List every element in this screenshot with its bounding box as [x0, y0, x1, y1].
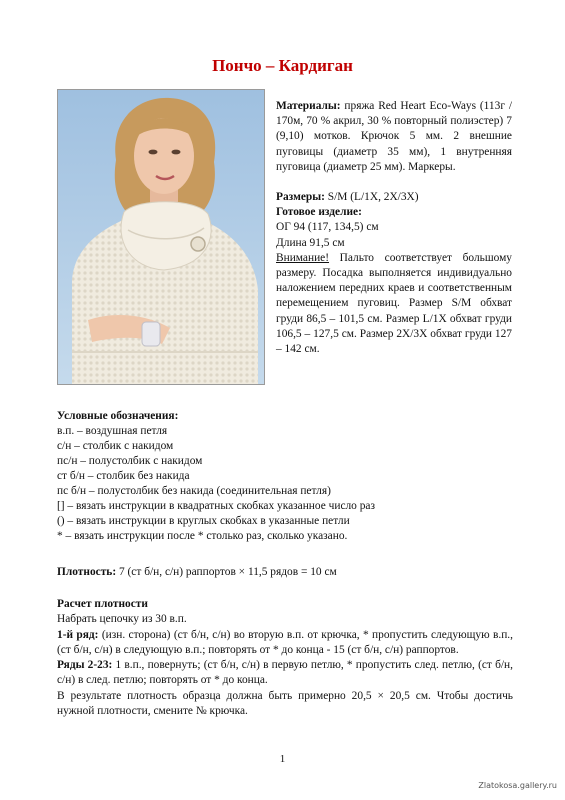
legend-item: с/н – столбик с накидом [57, 440, 174, 452]
rows-2-23-label: Ряды 2-23: [57, 659, 113, 672]
rows-2-23 [57, 658, 513, 689]
page-number: 1 [279, 753, 286, 765]
watermark: Zlatokosa.gallery.ru [478, 781, 557, 790]
density-line [57, 565, 517, 580]
materials-paragraph [276, 99, 512, 175]
sizes-text: S/M (L/1X, 2X/3X) [324, 191, 419, 204]
row-1 [57, 628, 513, 659]
gauge-title: Расчет плотности [57, 598, 148, 610]
legend-item: ст б/н – столбик без накида [57, 470, 190, 482]
row-1-text: (изн. сторона) (ст б/н, с/н) во вторую в.п. от крючка, * пропустить следующую в.п., (ст б/н, с/н) в следующую в.п.; повторять от * до конца - 15 (ст б/н, с/н) раппортов. [57, 628, 513, 656]
page-title: Пончо – Кардиган [212, 56, 353, 75]
bust-size: ОГ 94 (117, 134,5) см [276, 221, 379, 234]
note-label: Внимание! [276, 251, 330, 264]
legend-title: Условные обозначения: [57, 410, 179, 422]
density-label: Плотность: [57, 566, 117, 578]
rows-2-23-text: 1 в.п., повернуть; (ст б/н, с/н) в первую петлю, * пропустить след. петлю, (ст б/н, с/н) в след. петлю; повторять от * до конца. [57, 659, 513, 687]
gauge-result: В результате плотность образца должна быть примерно 20,5 × 20,5 см. Чтобы достичь нужной плотности, смените № крючка. [57, 689, 513, 718]
density-text: 7 (ст б/н, с/н) раппортов × 11,5 рядов = 10 см [116, 566, 337, 578]
length-size: Длина 91,5 см [276, 236, 345, 249]
legend-item: * – вязать инструкции после * столько раз, сколько указано. [57, 530, 348, 542]
row-1-label: 1-й ряд: [57, 628, 99, 641]
fit-note [276, 251, 512, 357]
legend-item: () – вязать инструкции в круглых скобках в указанные петли [57, 515, 350, 527]
sizes-label: Размеры: [276, 191, 325, 204]
legend-item: пс б/н – полустолбик без накида (соединительная петля) [57, 485, 331, 497]
note-text: Пальто соответствует большому размеру. Посадка выполняется индивидуально наложением передних краев и соответственным перемещением пуговиц. Размер S/M обхват груди 86,5 – 101,5 см. Размер L/1X обхват груди 106,5 – 127,5 см. Размер 2X/3X обхват груди 127 – 142 см. [276, 251, 512, 356]
materials-text: пряжа Red Heart Eco-Ways (113г / 170м, 70 % акрил, 30 % повторный полиэстер) 7 (9,10) мотков. Крючок 5 мм. 2 внешние пуговицы (диаметр 35 мм), 1 внутренняя пуговица (диаметр 25 мм). Маркеры. [276, 100, 512, 173]
gauge-section [57, 597, 513, 719]
legend-item: пс/н – полустолбик с накидом [57, 455, 203, 467]
materials-label: Материалы: [276, 100, 341, 112]
sizes-line [276, 190, 512, 205]
gauge-chain: Набрать цепочку из 30 в.п. [57, 613, 187, 626]
materials-section [276, 99, 512, 357]
model-photo [57, 89, 265, 385]
legend-item: [] – вязать инструкции в квадратных скобках указанное число раз [57, 500, 375, 512]
finished-label: Готовое изделие: [276, 206, 362, 219]
legend-item: в.п. – воздушная петля [57, 425, 168, 437]
legend-section [57, 409, 517, 544]
